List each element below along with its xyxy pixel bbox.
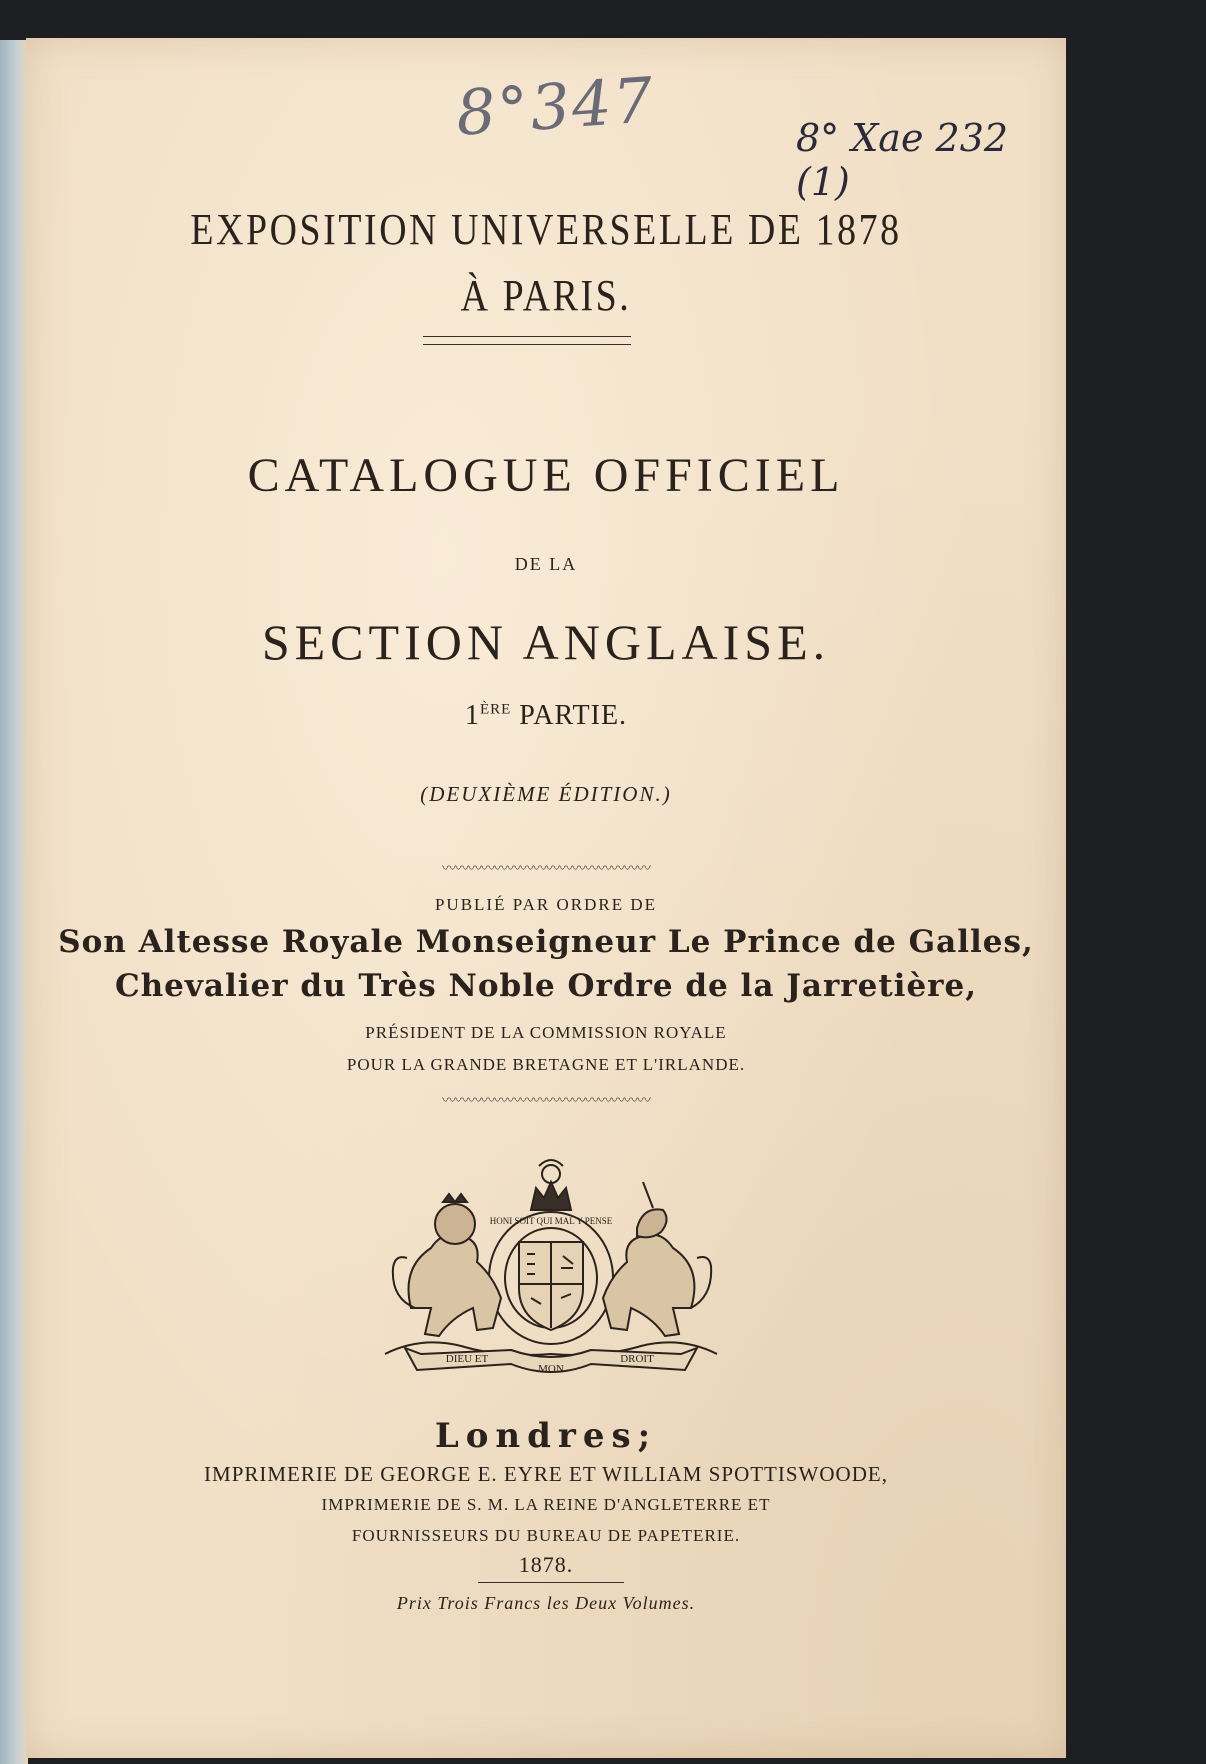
royal-coat-of-arms-icon bbox=[381, 1158, 721, 1380]
ornamental-wavy-rule: 〰〰〰〰〰〰〰〰〰〰〰〰〰〰〰〰 bbox=[442, 1093, 650, 1109]
motto-right: DROIT bbox=[620, 1353, 654, 1365]
imprint-city: Londres; bbox=[434, 1416, 658, 1456]
exposition-city: À PARIS. bbox=[460, 271, 632, 320]
country-line: POUR LA GRANDE BRETAGNE ET L'IRLANDE. bbox=[346, 1055, 746, 1074]
title-page bbox=[26, 38, 1066, 1758]
binding-strip bbox=[0, 40, 28, 1764]
part-label: PARTIE. bbox=[519, 700, 628, 731]
motto-center: MON bbox=[538, 1363, 564, 1375]
year-rule bbox=[478, 1582, 624, 1583]
motto-left: DIEU ET bbox=[445, 1353, 489, 1365]
handwritten-shelfmark: 8°347 bbox=[453, 63, 658, 150]
ornamental-wavy-rule: 〰〰〰〰〰〰〰〰〰〰〰〰〰〰〰〰 bbox=[442, 861, 650, 877]
publication-year: 1878. bbox=[518, 1552, 574, 1577]
part-heading bbox=[26, 700, 1066, 732]
exposition-title: EXPOSITION UNIVERSELLE DE 1878 bbox=[190, 205, 902, 254]
catalogue-title: CATALOGUE OFFICIEL bbox=[247, 449, 845, 502]
printer-line: IMPRIMERIE DE GEORGE E. EYRE ET WILLIAM SPOTTISWOODE, bbox=[204, 1462, 888, 1486]
stationery-line: FOURNISSEURS DU BUREAU DE PAPETERIE. bbox=[351, 1526, 741, 1545]
handwritten-call-number: 8° Xae 232 (1) bbox=[796, 116, 1009, 204]
garter-motto: HONI SOIT QUI MAL Y PENSE bbox=[489, 1216, 613, 1226]
printer-role-line: IMPRIMERIE DE S. M. LA REINE D'ANGLETERRE ET bbox=[321, 1495, 771, 1514]
part-number: 1ÈRE bbox=[464, 700, 512, 731]
patron-order-line: Chevalier du Très Noble Ordre de la Jarretière, bbox=[114, 968, 978, 1004]
part-suffix: ÈRE bbox=[479, 701, 512, 718]
double-rule bbox=[423, 336, 631, 345]
patron-line: Son Altesse Royale Monseigneur Le Prince de Galles, bbox=[58, 924, 1034, 960]
title-connector: DE LA bbox=[514, 554, 578, 574]
price-line: Prix Trois Francs les Deux Volumes. bbox=[396, 1593, 696, 1613]
section-title: SECTION ANGLAISE. bbox=[261, 614, 831, 670]
president-line: PRÉSIDENT DE LA COMMISSION ROYALE bbox=[365, 1023, 727, 1042]
edition-label: (DEUXIÈME ÉDITION.) bbox=[420, 782, 672, 806]
published-by: PUBLIÉ PAR ORDRE DE bbox=[434, 895, 658, 914]
